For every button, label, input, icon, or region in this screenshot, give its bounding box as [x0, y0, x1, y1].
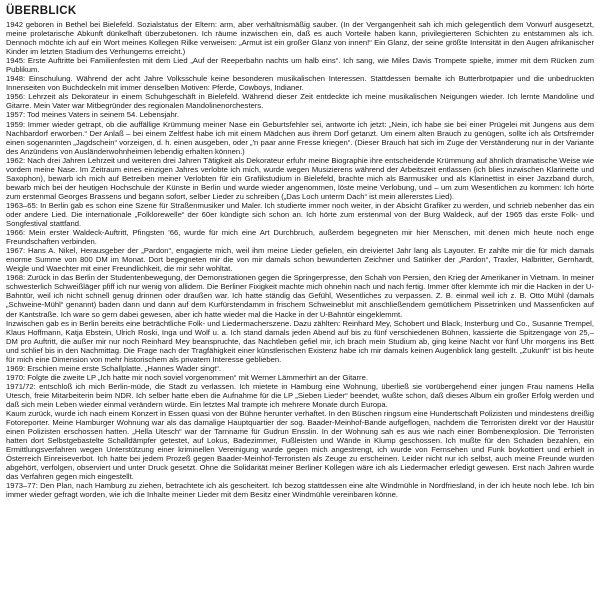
paragraph-1970: 1970: Folgte die zweite LP „Ich hatte mir noch soviel vorgenommen“ mit Werner Lämmerhirt an der Gitarre.	[6, 372, 368, 382]
paragraph-1973-77: 1973–77: Den Plan, nach Hamburg zu ziehen, betrachtete ich als gescheitert. Ich bezog stattdessen eine alte Windmühle in Nordfriesland, in der ich heute noch lebe. Ich bin immer wieder gefragt worden, wie ich die Inhalte meiner Lieder mit dem Besitz einer Windmühle vereinbaren könne.	[6, 481, 594, 500]
overview-text	[6, 20, 594, 499]
paragraph-1942: 1942 geboren in Bethel bei Bielefeld. Sozialstatus der Eltern: arm, aber verhältnismäßig sauber. (In der Vergangenheit sah ich mich gelegentlich dem Vorwurf ausgesetzt, meine proletarische Abkunft dünkelhaft überzubetonen. Ich räume inzwischen ein, daß es auch Vorteile haben kann, privilegierteren Schichten zu entstammen als ich. Dennoch möchte ich auf ein Wort meines Kollegen Rilke verweisen: „Armut ist ein großer Glanz von innen!“ Ein Glanz, der seine größte Intensität in den Augen afrikanischer Kinder im letzten Stadium des Verhungerns erreicht.)	[6, 20, 594, 57]
paragraph-1962: 1962: Nach drei Jahren Lehrzeit und weiteren drei Jahren Tätigkeit als Dekorateur erfuhr meine Biographie ihre entscheidende Krümmung auf ähnlich dramatische Weise wie vordem meine Nase. Im Zeitraum eines einzigen Jahres verlobte ich mich, wurde wegen Musizierens während der Arbeitszeit entlassen (ich blies inzwischen Klarinette und Saxophon), bewarb ich mich auf Betreiben meiner Verlobten für ein Grafikstudium in Bielefeld, brachte mich als Barmusiker und als Klarinettist in einer Jazzband durch, bewarb mich bei der heutigen Hochschule der Künste in Berlin und wurde wieder angenommen, löste meine Verlobung, und – um zum Wesentlichen zu kommen: Ich hörte zum erstenmal Georges Brassens und begann sofort, selber Lieder zu schreiben („Das Loch unterm Dach“ ist mein allererstes Lied).	[6, 155, 594, 201]
page-title: ÜBERBLICK	[6, 5, 77, 17]
paragraph-1968: 1968: Zurück in das Berlin der Studentenbewegung, der Demonstrationen gegen die Springerpresse, den Schah von Persien, den Krieg der Amerikaner in Vietnam. In meiner schwesterlich Schweißläger pfiff ich nur wenig von allidem. Die Berliner Fixigkeit machte mich ohnehin nach und nach fertig. Immer öfter klemmte ich mir die Hacken in der U-Bahntür, weil ich nicht schnell genug drinnen oder draußen war. Ich hatte ständig das Gefühl, Wesentliches zu verpassen. Z. B. einmal weil ich z. B. Otto Mühl (damals „Schweine-Mühl“ genannt) baden dann und dann auf dem Kurfürstendamm in frischem Schweineblut mit anschließendem gemütlichem Pissetrinken und Massenficken auf der Kantstraße. Ich ware so gern dabei gewesen, aber ich hatte wieder mal die Hacke in der U-Bahntür eingeklemmt.	[6, 273, 594, 319]
overview-page	[6, 5, 594, 499]
paragraph-1963-65: 1963–65: In Berlin gab es schon eine Szene für Straßenmusiker und Maler. Ich studierte immer noch weiter, in der Absicht Grafiker zu werden, und schrieb nebenher das ein oder andere Lied. Die internationale „Folklorewelle“ der 60er kündigte sich schon an. Ich hörte zum erstenmal von der Burg Waldeck, auf der 1965 das erste Folk- und Songfestival stattfand.	[6, 200, 594, 229]
paragraph-1956: 1956: Lehrzeit als Dekorateur in einem Schuhgeschäft in Bielefeld. Während dieser Zeit entdeckte ich meine musikalischen Neigungen wieder. Ich lernte Mandoline und Gitarre. Mein Vater war Mitbegründer des regionalen Mandolinenorchesters.	[6, 92, 594, 111]
paragraph-1959: 1959: Immer wieder getrapt, ob die auffällige Krümmung meiner Nase ein Geburtsfehler sei, antworte ich jetzt: „Nein, ich habe sie bei einer Prügelei mit Jungens aus dem Nachbardorf erworben.“ Der Anlaß – bei einem Zeltfest habe ich mit einem Mädchen aus ihrem Dorf getanzt. Um einem alten Brauch zu genügen, sollte ich als Ortsfremder einen sogenannten „Jagdschein“ vorzeigen, d. h. einen ausgeben, oder „'n paar anne Fresse kriegen“. (Dieser Brauch hat sich im Zuge der Verständerung nur in der Variante des Anzündens von Ausländerwohnheimen lebendig erhalten können.)	[6, 119, 594, 156]
paragraph-1966: 1966: Mein erster Waldeck-Auftritt, Pfingsten '66, wurde für mich eine Art Durchbruch, außerdem begegneten mir hier Menschen, mit denen mich heute noch enge Freundschaften verbinden.	[6, 228, 594, 247]
paragraph-1971-72: 1971/72: entschloß ich mich Berlin-müde, die Stadt zu verlassen. Ich mietete in Hamburg eine Wohnung, überließ sie vorübergehend einer jungen Frau namens Hella Utesch, freie Mitarbeiterin beim NDR. Ich selber hatte eben die Aufnahme für die LP „Sieben Lieder“ beendet, wußte schon, daß dieses Album ein großer Erfolg werden und daß sich mein Leben wieder einmal verändern würde. Ein letztes Mal trampte ich mehrere Monate durch Europa.	[6, 381, 594, 409]
paragraph-arrest: Kaum zurück, wurde ich nach einem Konzert in Essen quasi von der Bühne herunter verhaftet. In den Büschen ringsum eine Hundertschaft Polizisten und mindestens dreißig Fotoreporter. Meine Hamburger Wohnung war als das damalige Hauptquartier der sog. Baader-Meinhof-Bande aufgeflogen, nachdem die Terroristen direkt vor der Haustür einen Polizisten erschossen hatten. „Hella Utesch“ war der Tarnname für Gudrun Ensslin. In der Wohnung sah es aus wie nach einer Bombenexplosion. Die Terroristen hatten dort Selbstgebastelte Schalldämpfer getestet, auf Lokus, Badezimmer, Fußleisten und Wände in Klump geschossen. Ich mußte für den Schaden bezahlen, ein Ermittlungsverfahren wegen Unterstützung einer kriminellen Vereinigung wurde gegen mich angestrengt, ich wurde von Fernsehen und Funk boykottiert und erhielt in Österreich Einreiseverbot. Ich hatte bei jedem Prozeß gegen Baader-Meinhof-Terroristen als Zeuge zu erscheinen. Leider nicht nur ich selbst, auch meine Freunde wurden abgehört, verfolgen, observiert und unter Druck gesetzt. Ohne die Solidarität meiner Berliner Kollegen wäre ich als Liedermacher erledigt gewesen. Erst nach Jahren wurde das Verfahren gegen mich eingestellt.	[6, 409, 594, 482]
paragraph-berlin-scene: Inzwischen gab es in Berlin bereits eine beträchtliche Folk- und Liedermacherszene. Dazu zählten: Reinhard Mey, Schobert und Black, Insterburg und Co., Susanne Trempel, Klaus Hoffmann, Katja Ebstein, Ulrich Roski, Inga und Wolf u. a. Ich stand damals jeden Abend auf bis zu fünf verschiedenen Bühnen, kassierte die Spitzengage von 25,– DM pro Auftritt, die außer mir nur noch Reinhard Mey beanspruchte, das Nachtleben gefiel mir, ich brach mein Studium ab, ging keine Nacht vor fünf Uhr morgens ins Bett und schlief bis in den Nachmittag. Die Frage nach der Tragfähigkeit einer künstlerischen Existenz habe ich mir damals keinen Augenblick lang gestellt. „Zukunft“ ist bis heute für mich eine Dimension von mehr historischem als privatem Interesse geblieben.	[6, 318, 594, 364]
paragraph-1957: 1957: Tod meines Vaters in seinem 54. Lebensjahr.	[6, 110, 180, 120]
paragraph-1948: 1948: Einschulung. Während der acht Jahre Volksschule keine besonderen musikalischen Interessen. Stattdessen bemalte ich Butterbrotpapier und die unbedruckten Innenseiten von Buchdeckeln mit immer denselben Motiven: Pferde, Cowboys, Indianer.	[6, 74, 594, 93]
paragraph-1969: 1969: Erschien meine erste Schallplatte. „Hannes Wader singt“.	[6, 363, 222, 373]
paragraph-1945: 1945: Erste Auftritte bei Familienfesten mit dem Lied „Auf der Reeperbahn nachts um halb eins“. Ich sang, wie Miles Davis Trompete spielte, immer mit dem Rücken zum Publikum.	[6, 56, 594, 75]
paragraph-1967: 1967: Hans A. Nikel, Herausgeber der „Pardon“, engagierte mich, weil ihm meine Lieder gefielen, ein dreivierteI Jahr lang als Layouter. Er zahlte mir die für mich damals enorme Summe von 800 DM im Monat. Dort begegneten mir die von mir damals schon bewunderten Zeichner und Satiriker der „Pardon“, Traxler, Halbritter, Gernhardt, Weigle und Waechter mit einer Freundlichkeit, die mir sehr wohltat.	[6, 246, 594, 274]
